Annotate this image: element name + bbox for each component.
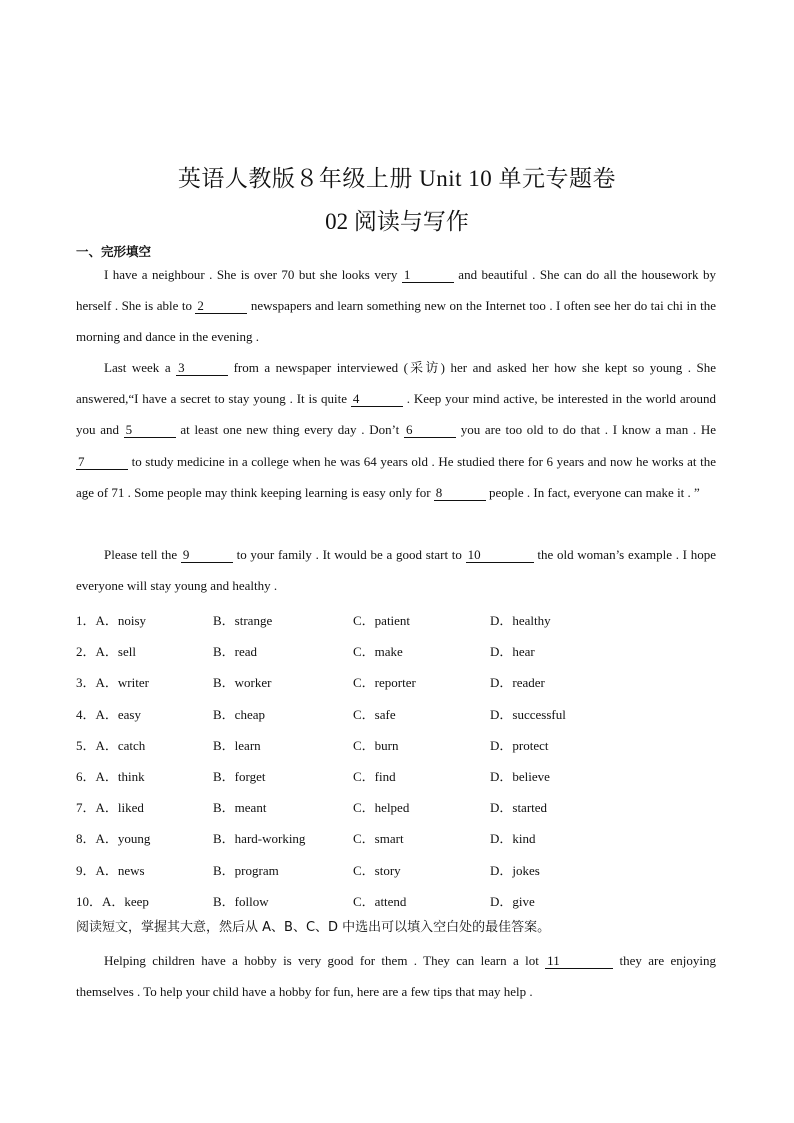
option-row — [76, 697, 736, 728]
option-a: 6．A．think — [76, 768, 145, 784]
option-a: 9．A．news — [76, 862, 145, 878]
option-a: 7．A．liked — [76, 800, 144, 816]
option-row — [76, 634, 736, 665]
option-d: D．kind — [490, 831, 536, 847]
option-b: B．read — [213, 644, 258, 660]
option-row — [76, 759, 736, 790]
blank-7: 7 — [76, 455, 128, 470]
reading-instruction: 阅读短文，掌握其大意，然后从 A、B、C、D 中选出可以填入空白处的最佳答案。 — [76, 920, 551, 935]
text-span: . Keep your mind active, be interested in the world around you and — [76, 391, 716, 438]
text-span: at least one new thing every day . Don’t — [175, 422, 404, 438]
text-span: you are too old to do that . I know a man . He — [456, 422, 716, 438]
option-b: B．cheap — [213, 706, 265, 722]
passage2-paragraph1 — [76, 945, 716, 1007]
text-span: the old woman’s example . I hope everyone will stay young and healthy . — [76, 547, 717, 594]
option-c: C．story — [353, 862, 401, 878]
text-span: newspapers and learn something new on the Internet too . I often see her do tai chi in the morning and dance in the evening . — [76, 298, 716, 345]
option-c: C．reporter — [353, 675, 416, 691]
text-span: and beautiful . She can do all the housework by herself . She is able to — [76, 267, 716, 314]
text-span: I have a neighbour . She is over 70 but she looks very — [104, 267, 402, 282]
option-c: C．helped — [353, 800, 410, 816]
option-d: D．hear — [490, 644, 535, 660]
option-row — [76, 790, 736, 821]
option-a: 2．A．sell — [76, 644, 136, 660]
blank-6: 6 — [404, 423, 456, 438]
option-a: 5．A．catch — [76, 737, 146, 753]
option-a: 3．A．writer — [76, 675, 149, 691]
text-span: Helping children have a hobby is very good for them . They can learn a lot — [104, 953, 546, 968]
document-subtitle: 02 阅读与写作 — [325, 209, 469, 234]
blank-5: 5 — [124, 423, 176, 438]
option-row — [76, 821, 736, 852]
blank-9: 9 — [181, 548, 233, 563]
option-row — [76, 884, 736, 915]
section-heading: 一、完形填空 — [76, 244, 152, 259]
passage1-paragraph1 — [76, 259, 716, 353]
option-b: B．follow — [213, 893, 269, 909]
option-c: C．make — [353, 644, 403, 660]
blank-10: 10 — [466, 548, 534, 563]
option-c: C．burn — [353, 737, 399, 753]
text-span: to your family . It would be a good start to — [232, 547, 466, 562]
option-b: B．strange — [213, 613, 273, 628]
option-c: C．patient — [353, 613, 411, 628]
option-b: B．hard-working — [213, 831, 306, 847]
option-b: B．meant — [213, 800, 267, 816]
blank-2: 2 — [195, 299, 247, 314]
text-span: they are enjoying themselves . To help your child have a hobby for fun, here are a few tips that may help . — [76, 953, 716, 1000]
option-c: C．find — [353, 768, 396, 784]
blank-1: 1 — [402, 268, 454, 283]
option-c: C．safe — [353, 706, 396, 722]
text-span: people . In fact, everyone can make it . ” — [485, 484, 700, 500]
blank-4: 4 — [351, 392, 403, 407]
option-a: 8．A．young — [76, 831, 151, 847]
option-d: D．successful — [490, 706, 566, 722]
option-d: D．reader — [490, 675, 545, 691]
document-title: 英语人教版８年级上册 Unit 10 单元专题卷 — [177, 166, 617, 191]
answer-options — [76, 603, 736, 915]
option-c: C．smart — [353, 831, 404, 847]
option-b: B．forget — [213, 768, 266, 784]
option-row — [76, 603, 736, 634]
option-b: B．worker — [213, 675, 272, 691]
option-d: D．believe — [490, 768, 550, 784]
text-span: to study medicine in a college when he was 64 years old . He studied there for 6 years and now he works at the age of 71 . Some people may think keeping learning is easy only for — [76, 453, 716, 500]
text-span: from a newspaper interviewed (采访) her and asked her how she kept so young . She answered,“I have a secret to stay young . It is quite — [76, 360, 716, 407]
option-b: B．learn — [213, 737, 261, 753]
option-d: D．started — [490, 800, 548, 816]
option-d: D．protect — [490, 737, 549, 753]
option-b: B．program — [213, 862, 279, 878]
passage1-paragraph2 — [76, 352, 716, 508]
option-c: C．attend — [353, 893, 407, 909]
option-d: D．give — [490, 893, 535, 909]
option-row — [76, 853, 736, 884]
option-d: D．healthy — [490, 613, 551, 628]
text-span: Last week a — [104, 360, 177, 375]
blank-3: 3 — [176, 361, 228, 376]
text-span: Please tell the — [104, 547, 181, 562]
option-row — [76, 728, 736, 759]
option-a: 10．A．keep — [76, 893, 149, 909]
blank-8: 8 — [434, 486, 486, 501]
passage1-paragraph3 — [76, 539, 716, 601]
option-a: 4．A．easy — [76, 706, 141, 722]
option-row — [76, 665, 736, 696]
option-d: D．jokes — [490, 862, 540, 878]
option-a: 1．A．noisy — [76, 613, 147, 628]
blank-11: 11 — [545, 954, 613, 969]
